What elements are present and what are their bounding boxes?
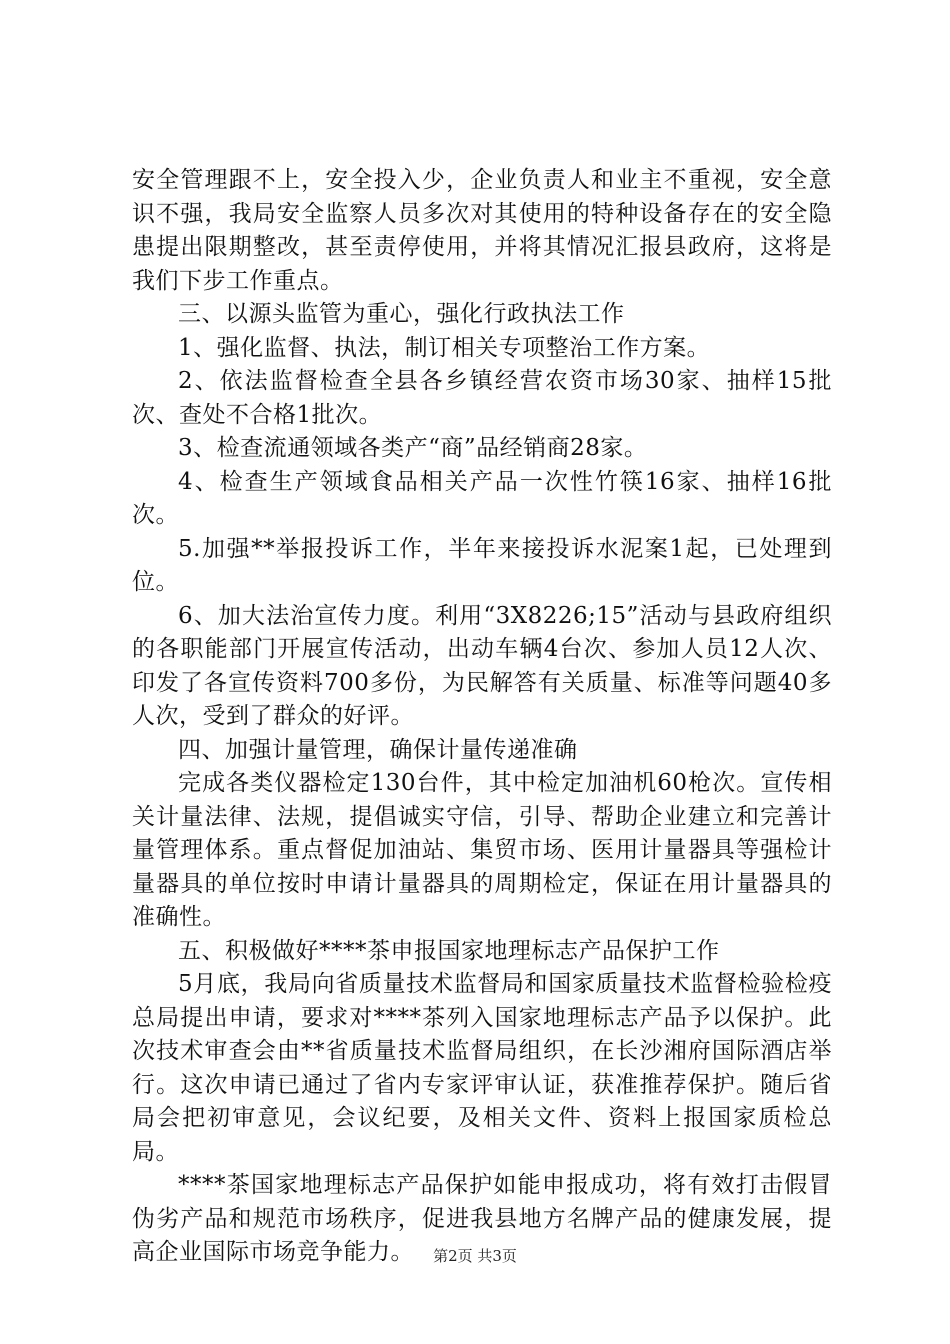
paragraph: 1、强化监督、执法，制订相关专项整治工作方案。 xyxy=(178,334,711,361)
paragraph: 6、加大法治宣传力度。利用“3X8226;15”活动与县政府组织的各职能部门开展宣传活动，出动车辆4台次、参加人员12人次、印发了各宣传资料700多份，为民解答有关质量、标准等问题40多人次，受到了群众的好评。 xyxy=(132,602,832,729)
paragraph: ****茶国家地理标志产品保护如能申报成功，将有效打击假冒伪劣产品和规范市场秩序，促进我县地方名牌产品的健康发展，提高企业国际市场竞争能力。 xyxy=(132,1172,832,1265)
paragraph: 完成各类仪器检定130台件，其中检定加油机60枪次。宣传相关计量法律、法规，提倡诚实守信，引导、帮助企业建立和完善计量管理体系。重点督促加油站、集贸市场、医用计量器具等强检计量器具的单位按时申请计量器具的周期检定，保证在用计量器具的准确性。 xyxy=(132,770,832,930)
section-heading-4: 四、加强计量管理，确保计量传递准确 xyxy=(178,736,578,763)
paragraph: 4、检查生产领域食品相关产品一次性竹筷16家、抽样16批次。 xyxy=(132,468,832,528)
section-heading-5: 五、积极做好****茶申报国家地理标志产品保护工作 xyxy=(178,937,720,964)
section-heading-3: 三、以源头监管为重心，强化行政执法工作 xyxy=(178,301,625,327)
page-footer xyxy=(0,1245,950,1266)
paragraph: 5.加强**举报投诉工作，半年来接投诉水泥案1起，已处理到位。 xyxy=(132,535,832,595)
paragraph: 2、依法监督检查全县各乡镇经营农资市场30家、抽样15批次、查处不合格1批次。 xyxy=(132,368,832,428)
paragraph: 安全管理跟不上，安全投入少，企业负责人和业主不重视，安全意识不强，我局安全监察人员多次对其使用的特种设备存在的安全隐患提出限期整改，甚至责停使用，并将其情况汇报县政府，这将是我们下步工作重点。 xyxy=(132,167,832,294)
paragraph: 5月底，我局向省质量技术监督局和国家质量技术监督检验检疫总局提出申请，要求对****茶列入国家地理标志产品予以保护。此次技术审查会由**省质量技术监督局组织，在长沙湘府国际酒店举行。这次申请已通过了省内专家评审认证，获准推荐保护。随后省局会把初审意见，会议纪要，及相关文件、资料上报国家质检总局。 xyxy=(132,971,832,1165)
document-body xyxy=(132,164,832,1270)
paragraph: 3、检查流通领域各类产“商”品经销商28家。 xyxy=(178,435,648,461)
page-number: 第2页 共3页 xyxy=(433,1247,517,1265)
